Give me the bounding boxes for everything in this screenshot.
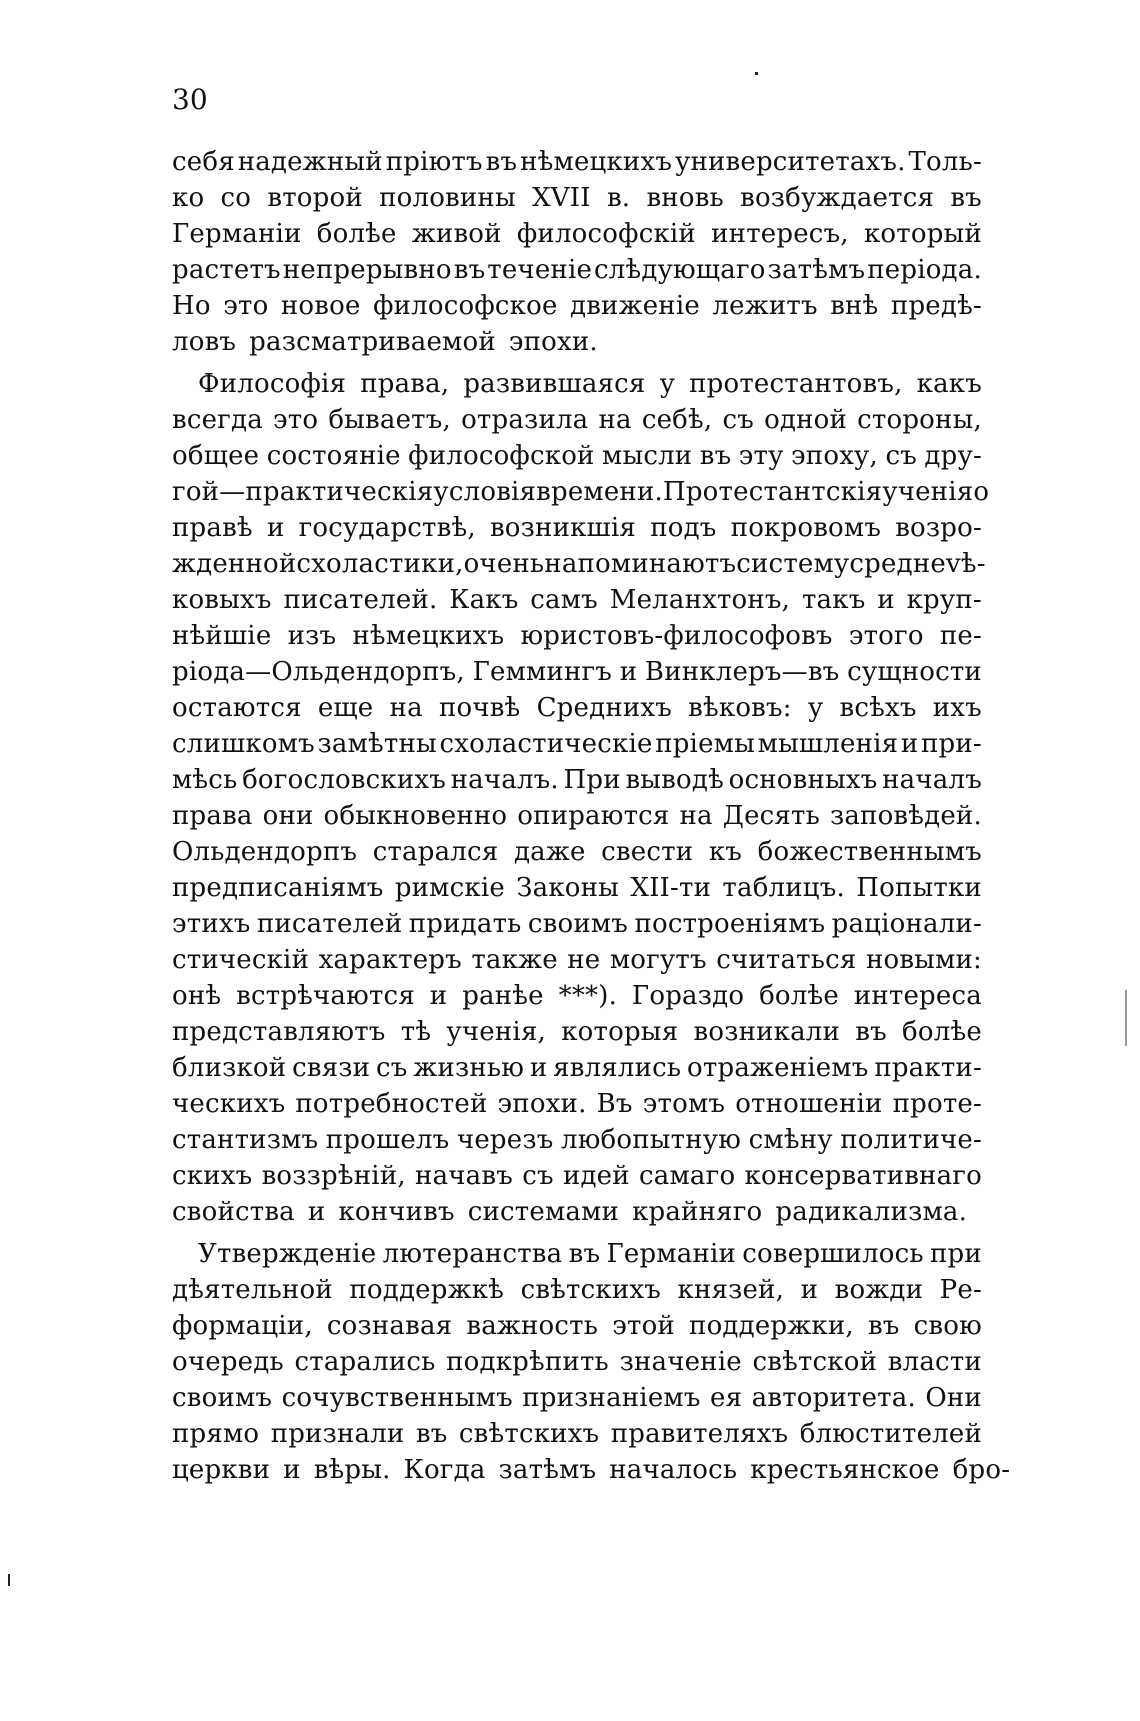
text-line: предписаніямъ римскіе Законы XII-ти таблицъ. Попытки (172, 873, 982, 903)
text-line: Философія права, развившаяся у протестантовъ, какъ (198, 369, 982, 399)
text-line: общее состояніе философской мысли въ эту эпоху, съ дру- (172, 441, 982, 471)
text-line: свойства и кончивъ системами крайняго радикализма. (172, 1197, 968, 1227)
text-line: ловъ разсматриваемой эпохи. (172, 327, 598, 357)
text-line: Утвержденіе лютеранства въ Германіи совершилось при (198, 1239, 982, 1269)
scan-edge-mark (1125, 990, 1127, 1046)
text-line: Ольдендорпъ старался даже свести къ божественнымъ (172, 837, 982, 867)
paragraph (172, 1236, 1011, 1488)
text-line: представляютъ тѣ ученія, которыя возникали въ болѣе (172, 1017, 982, 1047)
text-line: мѣсь богословскихъ началъ. При выводѣ основныхъ началъ (172, 765, 982, 795)
speck-mark (8, 1574, 10, 1586)
text-line: жденной схоластики, очень напоминаютъ систему среднevѣ- (172, 549, 986, 579)
text-line: гой—практическія условія времени. Протестантскія ученія о (172, 477, 990, 507)
text-line: формаціи, сознавая важность этой поддержки, въ свою (172, 1311, 982, 1341)
text-line: прямо признали въ свѣтскихъ правителяхъ блюстителей (172, 1419, 982, 1449)
body-text (172, 144, 1011, 1488)
text-line: ріода—Ольдендорпъ, Геммингъ и Винклеръ—въ сущности (172, 657, 982, 687)
text-line: Но это новое философское движеніе лежитъ внѣ предѣ- (172, 291, 982, 321)
text-line: Германіи болѣе живой философскій интересъ, который (172, 219, 982, 249)
text-line: растетъ непрерывно въ теченіе слѣдующаго затѣмъ періода. (172, 255, 982, 285)
text-line: этихъ писателей придать своимъ построеніямъ раціонали- (172, 909, 982, 939)
text-line: своимъ сочувственнымъ признаніемъ ея авторитета. Они (172, 1383, 982, 1413)
text-line: слишкомъ замѣтны схоластическіе пріемы мышленія и при- (172, 729, 982, 759)
text-line: ковыхъ писателей. Какъ самъ Меланхтонъ, такъ и круп- (172, 585, 982, 615)
speck-mark (755, 72, 758, 75)
text-line: онѣ встрѣчаются и ранѣе ***). Гораздо болѣе интереса (172, 981, 982, 1011)
text-line: правѣ и государствѣ, возникшія подъ покровомъ возро- (172, 513, 982, 543)
text-line: нѣйшіе изъ нѣмецкихъ юристовъ-философовъ этого пе- (172, 621, 982, 651)
text-line: близкой связи съ жизнью и являлись отраженіемъ практи- (172, 1053, 982, 1083)
text-line: очередь старались подкрѣпить значеніе свѣтской власти (172, 1347, 982, 1377)
paragraph (172, 144, 982, 360)
text-line: дѣятельной поддержкѣ свѣтскихъ князей, и вожди Ре- (172, 1275, 982, 1305)
text-line: стантизмъ прошелъ черезъ любопытную смѣну политиче- (172, 1125, 982, 1155)
text-line: себя надежный пріютъ въ нѣмецкихъ университетахъ. Толь- (172, 147, 982, 177)
text-line: скихъ воззрѣній, начавъ съ идей самаго консервативнаго (172, 1161, 982, 1191)
text-line: ческихъ потребностей эпохи. Въ этомъ отношеніи проте- (172, 1089, 982, 1119)
text-line: ко со второй половины XVII в. вновь возбуждается въ (172, 183, 982, 213)
text-line: церкви и вѣры. Когда затѣмъ началось крестьянское бро- (172, 1455, 1011, 1485)
paragraph (172, 366, 990, 1230)
page-number: 30 (172, 83, 208, 116)
text-line: права они обыкновенно опираются на Десять заповѣдей. (172, 801, 982, 831)
text-line: всегда это бываетъ, отразила на себѣ, съ одной стороны, (172, 405, 982, 435)
text-line: остаются еще на почвѣ Среднихъ вѣковъ: у всѣхъ ихъ (172, 693, 982, 723)
text-line: стическій характеръ также не могутъ считаться новыми: (172, 945, 982, 975)
